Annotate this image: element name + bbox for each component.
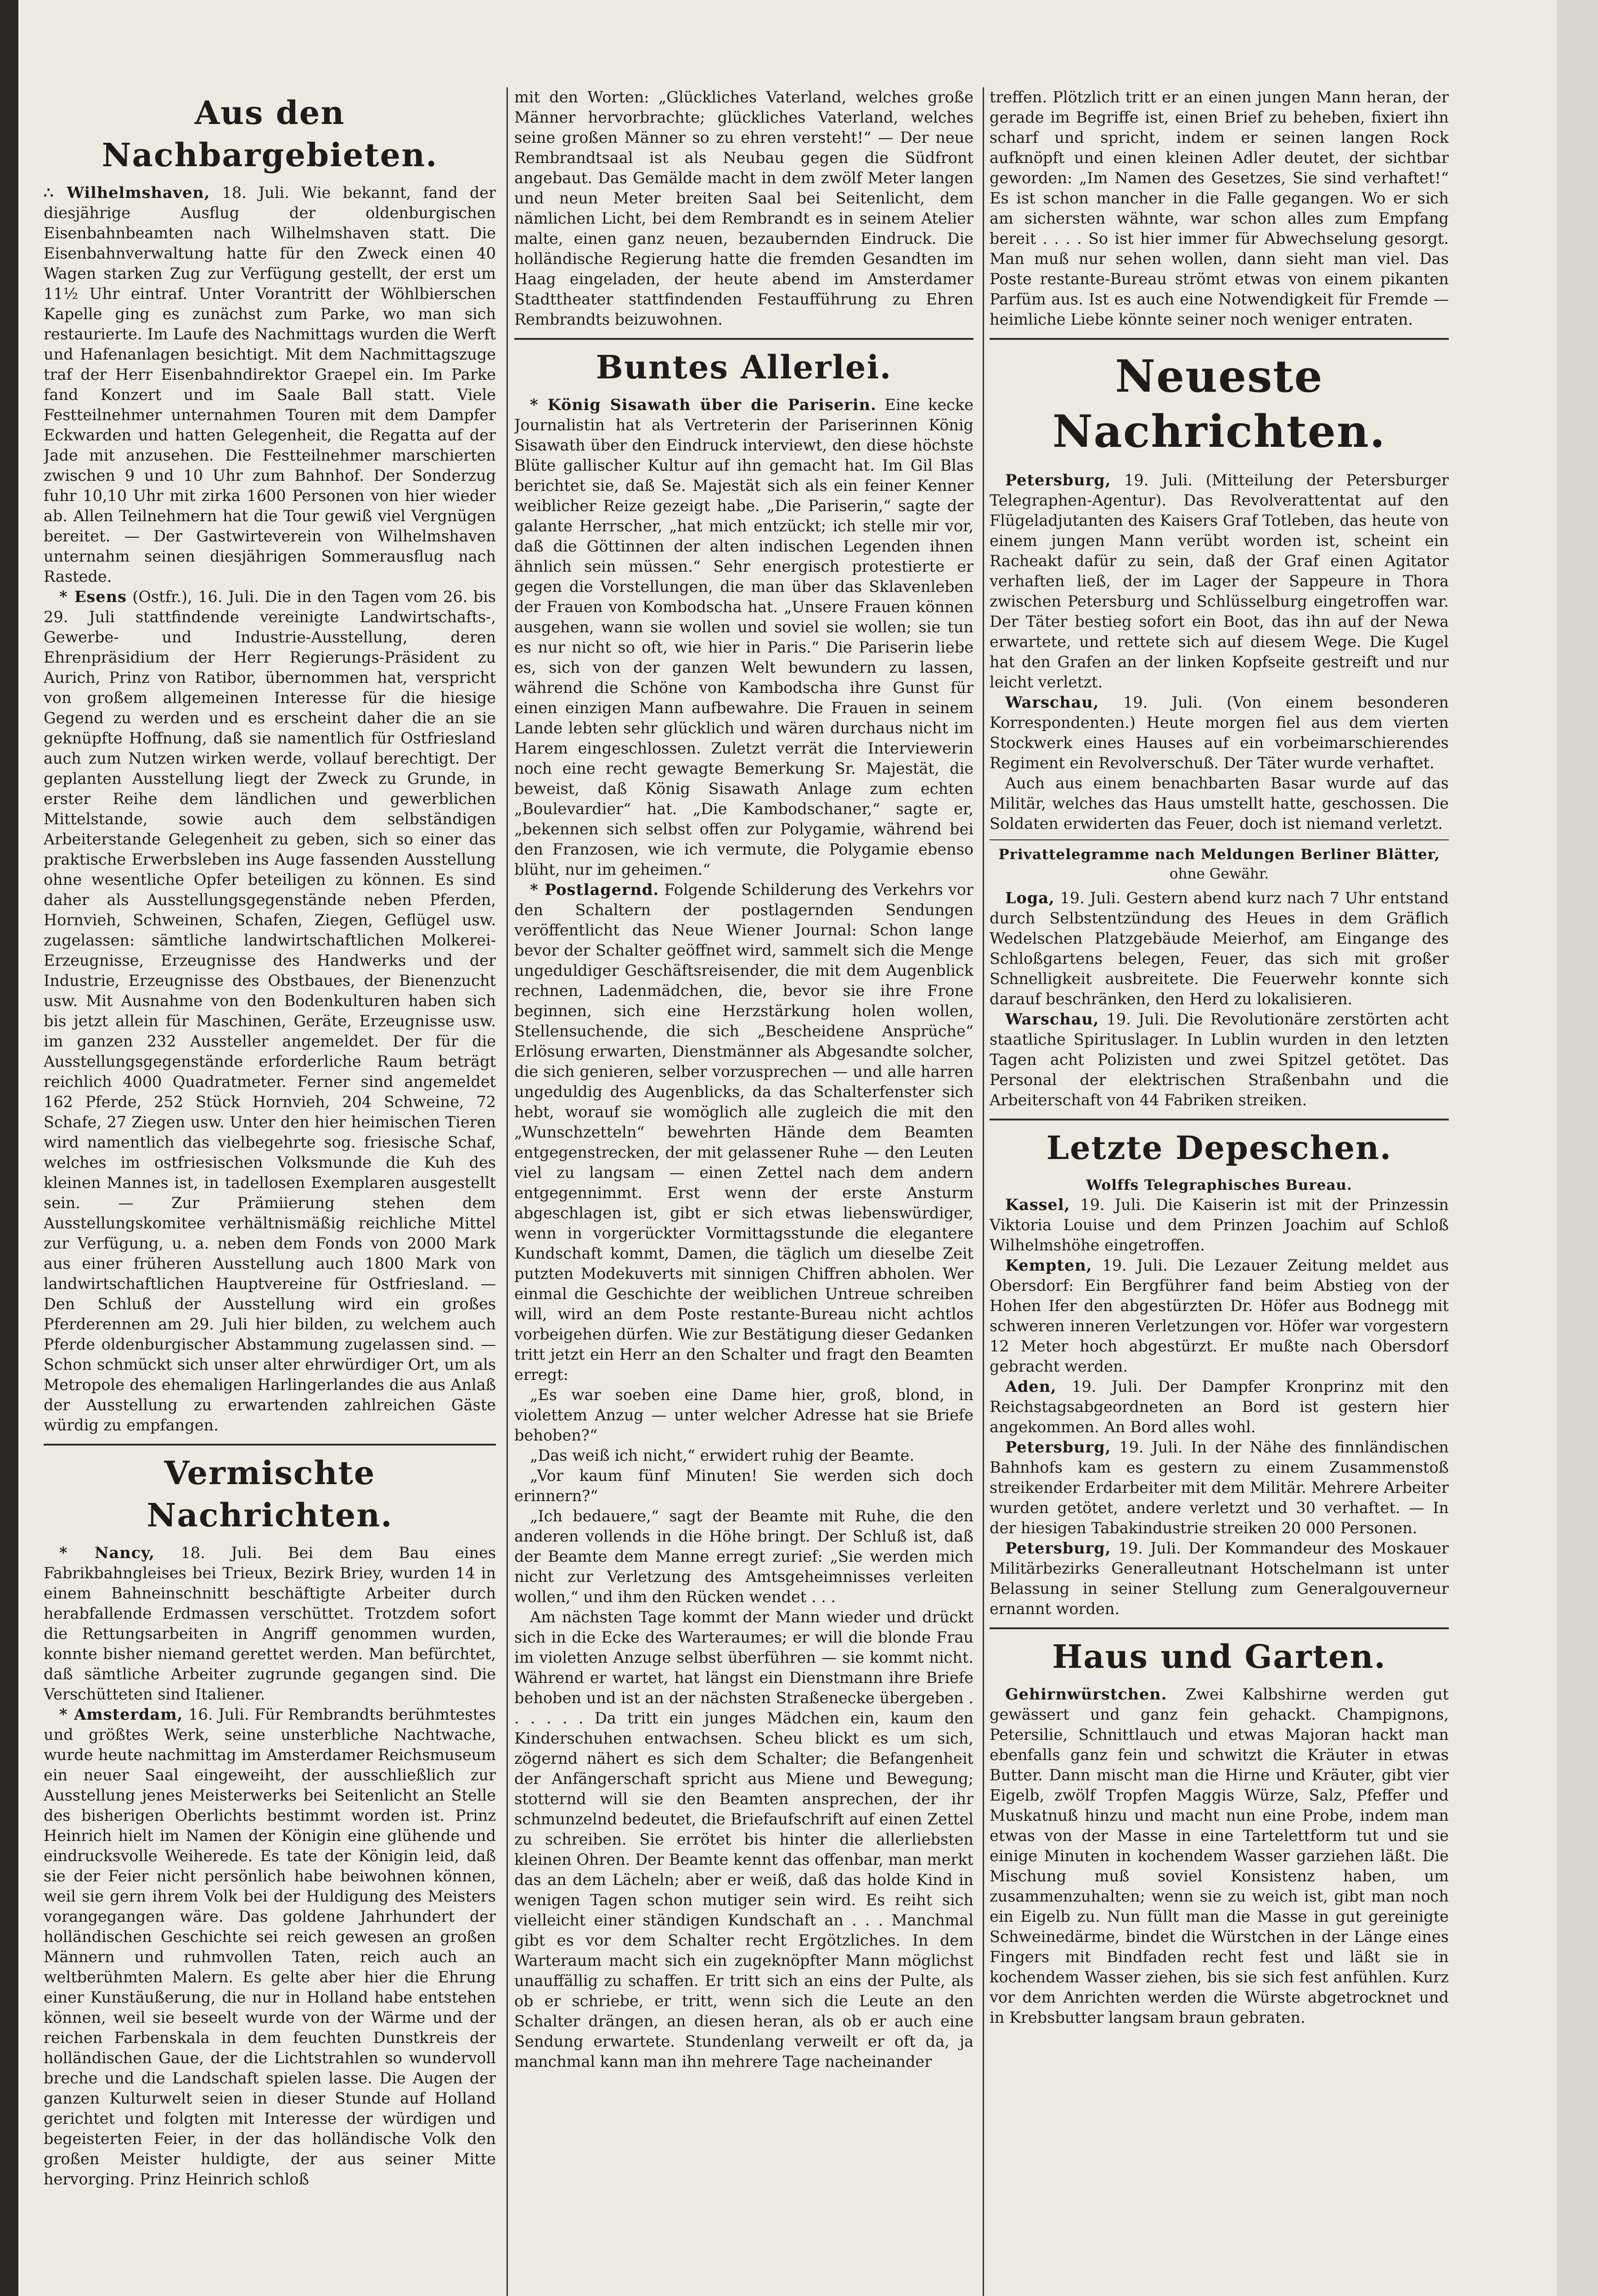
column-3 [990, 87, 1449, 2296]
article-nancy [44, 1543, 496, 1705]
section-divider [44, 1444, 496, 1446]
section-title-nachbargebiete: Aus den Nachbargebieten. [101, 94, 438, 174]
article-lead: Loga, [1005, 889, 1055, 907]
column-rule [983, 87, 984, 2296]
article-lead: Gehirnwürstchen. [1005, 1685, 1167, 1703]
privattelegramme-note: ohne Gewähr. [1169, 866, 1269, 882]
article-lead: ∴ Wilhelmshaven, [44, 184, 210, 202]
article-text: 19. Juli. Der Dampfer Kronprinz mit den Reichstagsabgeordneten an Bord ist gestern hier angekommen. An Bord alles wohl. [990, 1378, 1449, 1436]
column-1 [44, 87, 496, 2296]
section-divider [990, 338, 1449, 340]
article-text: 19. Juli. Die Kaiserin ist mit der Prinzessin Viktoria Louise und dem Prinzen Joachim auf Schloß Wilhelmshöhe eingetroffen. [990, 1196, 1449, 1254]
article-lead: Kassel, [1005, 1196, 1070, 1214]
article-paragraph: „Ich bedauere,“ sagt der Beamte mit Ruhe, die den anderen vollends in die Höhe bringt. Der Schluß ist, daß der Beamte dem Manne erregt zurief: „Sie werden mich nicht zur Verletzung des Amtsgeheimnisses verleiten wollen,“ und ihm den Rücken wendet . . . [514, 1507, 973, 1606]
column-rule [506, 87, 508, 2296]
news-petersburg-2 [990, 1437, 1449, 1538]
section-divider [514, 338, 973, 340]
news-warschau [990, 692, 1449, 773]
article-text: 19. Juli. Die Revolutionäre zerstörten acht staatliche Spirituslager. In Lublin wurden in den letzten Tagen acht Polizisten und zwei Spitzel getötet. Das Personal der elektrischen Straßenbahn und die Arbeiterschaft von 44 Fabriken streiken. [990, 1010, 1449, 1109]
section-title-letzte-depeschen: Letzte Depeschen. [1046, 1129, 1392, 1167]
section-divider [990, 839, 1449, 840]
news-warschau-2 [990, 1009, 1449, 1110]
article-lead: Warschau, [1005, 1010, 1099, 1028]
article-paragraph: „Es war soeben eine Dame hier, groß, blond, in violettem Anzug — unter welcher Adresse hat sie Briefe behoben?“ [514, 1386, 973, 1444]
article-text: 19. Juli. (Mitteilung der Petersburger Telegraphen-Agentur). Das Revolverattentat auf den Flügeladjutanten des Kaisers Graf Totleben, das heute von einem jungen Mann verübt worden ist, scheint ein Racheakt dafür zu sein, daß der Graf einen Agitator verhaften ließ, der im Lager der Sappeure in Thora zwischen Petersburg und Schlüsselburg eingetroffen war. Der Täter bestieg sofort ein Boot, das ihn auf der Newa erwartete, und rettete sich auf diesem Wege. Die Kugel hat den Grafen an der linken Kopfseite gestreift und nur leicht verletzt. [990, 471, 1449, 691]
article-lead: Aden, [1005, 1378, 1057, 1396]
article-lead: * Postlagernd. [530, 881, 659, 899]
article-text: (Ostfr.), 16. Juli. Die in den Tagen vom 26. bis 29. Juli stattfindende vereinigte Landwirtschafts-, Gewerbe- und Industrie-Ausstellung, deren Ehrenpräsidium der Herr Regierungs-Präsident zu Aurich, Prinz von Ratibor, übernommen hat, verspricht von großem allgemeinen Interesse für die hiesige Gegend zu werden und es erscheint daher die an sie geknüpfte Hoffnung, daß sie namentlich für Ostfriesland auch zum Nutzen wirken werde, vollauf berechtigt. Der geplanten Ausstellung liegt der Zweck zu Grunde, in erster Reihe dem ländlichen und gewerblichen Mittelstande, sowie auch dem selbständigen Arbeiterstande Gelegenheit zu geben, sich so einer das praktische Erwerbsleben ins Auge fassenden Ausstellung ohne wesentliche Opfer beteiligen zu können. Es sind daher als Ausstellungsgegenstände neben Pferden, Hornvieh, Schweinen, Schafen, Ziegen, Geflügel usw. zugelassen: sämtliche landwirtschaftlichen Molkerei-Erzeugnisse, Erzeugnisse des Handwerks und der Industrie, Erzeugnisse des Obstbaues, der Bienenzucht usw. Mit Ausnahme von den Bodenkulturen haben sich bis jetzt allein für Maschinen, Geräte, Erzeugnisse usw. im ganzen 232 Aussteller angemeldet. Der für die Ausstellungsgegenstände erforderliche Raum beträgt reichlich 4000 Quadratmeter. Ferner sind angemeldet 162 Pferde, 252 Stück Hornvieh, 204 Schweine, 72 Schafe, 27 Ziegen usw. Unter den hier heimischen Tieren wird namentlich das vielbegehrte sog. friesische Schaf, welches im ostfriesischen Volksmunde die Kuh des kleinen Mannes ist, in tadellosen Exemplaren ausgestellt sein. — Zur Prämiierung stehen dem Ausstellungskomitee verhältnismäßig reichliche Mittel zur Verfügung, u. a. neben dem Fonds von 2000 Mark aus einer früheren Ausstellung auch 1800 Mark von landwirtschaftlichen Hauptvereine für Ostfriesland. — Den Schluß der Ausstellung wird ein großes Pferderennen am 29. Juli hier bilden, zu welchem auch Pferde oldenburgischer Abstammung zugelassen sind. — Schon schmückt sich unser alter ehrwürdiger Ort, um als Metropole des ehemaligen Harlingerlandes die aus Anlaß der Ausstellung zu erwartenden zahlreichen Gäste würdig zu empfangen. [44, 588, 496, 1434]
article-text: 19. Juli. In der Nähe des finnländischen Bahnhofs kam es gestern zu einem Zusammenstoß streikender Erdarbeiter mit dem Militär. Mehrere Arbeiter wurden getötet, andere verletzt und 30 verhaftet. — In der hiesigen Tabakindustrie streiken 20 000 Personen. [990, 1438, 1449, 1537]
article-text: 18. Juli. Bei dem Bau eines Fabrikbahngleises bei Trieux, Bezirk Briey, wurden 14 in einem Bahneinschnitt beschäftigte Arbeiter durch herabfallende Erdmassen verschüttet. Trotzdem sofort die Rettungsarbeiten in Angriff genommen wurden, konnte bisher niemand gerettet werden. Man befürchtet, daß sämtliche Arbeiter zugrunde gegangen sind. Die Verschütteten sind Italiener. [44, 1544, 496, 1703]
section-title-buntes: Buntes Allerlei. [596, 348, 892, 386]
article-lead: Petersburg, [1005, 1438, 1111, 1456]
article-lead: Petersburg, [1005, 471, 1111, 489]
news-kassel [990, 1195, 1449, 1255]
article-lead: Petersburg, [1005, 1539, 1111, 1557]
article-text: 19. Juli. Gestern abend kurz nach 7 Uhr entstand durch Selbstentzündung des Heues in dem Gräflich Wedelschen Platzgebäude Meierhof, am Eingange des Schloßgartens belegen, Feuer, das sich mit großer Schnelligkeit ausbreitete. Die Feuerwehr konnte sich darauf beschränken, den Herd zu lokalisieren. [990, 889, 1449, 1008]
news-petersburg-3 [990, 1538, 1449, 1619]
article-amsterdam [44, 1705, 496, 2189]
article-sisawath [514, 395, 973, 880]
section-divider [990, 1627, 1449, 1629]
section-divider [990, 1119, 1449, 1120]
article-text: 19. Juli. Der Kommandeur des Moskauer Militärbezirks Generalleutnant Hotschelmann ist unter Belassung in seiner Stellung zum Generalgouverneur ernannt worden. [990, 1539, 1449, 1618]
recipe-gehirnwuerstchen [990, 1684, 1449, 2028]
article-amsterdam-continued: mit den Worten: „Glückliches Vaterland, welches große Männer hervorbrachte; glückliches Vaterland, welches seine großen Männer so zu ehren versteht!“ — Der neue Rembrandtsaal ist als Neubau gegen die Südfront angebaut. Das Gemälde macht in dem zwölf Meter langen und neun Meter breiten Saal bei Seitenlicht, dem nämlichen Licht, bei dem Rembrandt es in seinem Atelier malte, einen ganz neuen, bezaubernden Eindruck. Die holländische Regierung hatte die fremden Gesandten im Haag eingeladen, der heute abend im Amsterdamer Stadttheater stattfindenden Festaufführung zu Ehren Rembrandts beizuwohnen. [514, 88, 973, 328]
section-title-neueste: Neueste Nachrichten. [1052, 350, 1386, 457]
page-margin [1557, 0, 1598, 2296]
news-paragraph: Auch aus einem benachbarten Basar wurde auf das Militär, welches das Haus umstellt hatte, geschossen. Die Soldaten erwiderten das Feuer, doch ist niemand verletzt. [990, 774, 1449, 833]
section-title-vermischte: Vermischte Nachrichten. [146, 1454, 393, 1534]
news-loga [990, 888, 1449, 1009]
article-lead: * König Sisawath über die Pariserin. [530, 396, 877, 414]
article-lead: * Amsterdam, [59, 1705, 183, 1723]
news-kempten [990, 1255, 1449, 1377]
column-2 [514, 87, 973, 2296]
article-lead: Warschau, [1005, 693, 1099, 711]
article-text: Zwei Kalbshirne werden gut gewässert und ganz fein gehackt. Champignons, Petersilie, Schnittlauch und etwas Majoran hackt man ebenfalls ganz fein und schwitzt die Kräuter in etwas Butter. Dann mischt man die Hirne und Kräuter, gibt vier Eigelb, zwölf Tropfen Maggis Würze, Salz, Pfeffer und Muskatnuß hinzu und macht nun eine Probe, indem man etwas von der Masse in eine Tartelettform tut und sie einige Minuten in kochendem Wasser garziehen läßt. Die Mischung muß soviel Konsistenz haben, um zusammenzuhalten; wenn sie zu weich ist, gibt man noch ein Eigelb zu. Nun füllt man die Masse in gut gereinigte Schweinedärme, bindet die Würstchen in der Länge eines Fingers mit Bindfaden recht fest und läßt sie in kochendem Wasser ziehen, bis sie sich fest anfühlen. Kurz vor dem Anrichten werden die Würste abgetrocknet und in Krebsbutter langsam braun gebraten. [990, 1685, 1449, 2026]
article-paragraph: „Vor kaum fünf Minuten! Sie werden sich doch erinnern?“ [514, 1467, 973, 1505]
news-petersburg [990, 470, 1449, 692]
article-lead: Kempten, [1005, 1256, 1092, 1274]
article-text: Folgende Schilderung des Verkehrs vor den Schaltern der postlagernden Sendungen veröffentlicht das Neue Wiener Journal: Schon lange bevor der Schalter geöffnet wird, sammelt sich die Menge ungeduldiger Geschäftsreisender, die mit dem Augenblick rechnen, Ladenmädchen, die, bevor sie ihre Frone beginnen, sich eine Herzstärkung holen wollen, Stellensuchende, die sich „Bescheidene Ansprüche“ Erlösung erwarten, Dienstmänner als Abgesandte solcher, die sich genieren, selber vorzusprechen — und alle harren ungeduldig des Augenblicks, da das Schalterfenster sich hebt, worauf sie womöglich alle zugleich die mit den „Wunschzetteln“ bewehrten Hände dem Beamten entgegenstrecken, der mit gelassener Ruhe — den Leuten viel zu langsam — einen Zettel nach dem andern entgegennimmt. Erst wenn der erste Ansturm abgeschlagen ist, gibt er sich etwas liebenswürdiger, wenn in vorgerückter Vormittagsstunde die elegantere Kundschaft kommt, Damen, die täglich um dieselbe Zeit putzten Modekuverts mit sinnigen Chiffren abholen. Wer einmal die Geschichte der weiblichen Untreue schreiben will, wird an dem Poste restante-Bureau nicht achtlos vorbeigehen dürfen. Wie zur Bestätigung dieser Gedanken tritt jetzt ein Herr an den Schalter und fragt den Beamten erregt: [514, 881, 973, 1384]
article-lead: * Esens [59, 588, 127, 606]
article-text: 19. Juli. (Von einem besonderen Korrespondenten.) Heute morgen fiel aus dem vierten Stockwerk eines Hauses auf ein vorbeimarschierendes Regiment ein Revolverschuß. Der Täter wurde verhaftet. [990, 693, 1449, 772]
section-title-haus-garten: Haus und Garten. [1052, 1638, 1386, 1676]
article-esens [44, 587, 496, 1435]
article-paragraph: Am nächsten Tage kommt der Mann wieder und drückt sich in die Ecke des Warteraumes; er will die blonde Frau im violetten Anzuge selbst überführen — sie kommt nicht. Während er wartet, hat längst ein Dienstmann ihre Briefe behoben und ist an der nächsten Straßenecke übergeben . . . . . . Da tritt ein junges Mädchen ein, kaum den Kinderschuhen entwachsen. Scheu blickt es um sich, zögernd nähert es sich dem Schalter; die Befangenheit der Anfängerschaft spricht aus Miene und Bewegung; stotternd will sie den Beamten ansprechen, der ihr schmunzelnd bedeutet, die Briefaufschrift auf einen Zettel zu schreiben. Sie errötet bis hinter die allerliebsten kleinen Ohren. Der Beamte kennt das offenbar, man merkt das an dem Lächeln; aber er weiß, daß das holde Kind in wenigen Tagen schon mutiger sein wird. Es reiht sich vielleicht einer ständigen Kundschaft an . . . Manchmal gibt es vor dem Schalter recht Ergötzliches. In dem Warteraum macht sich ein zugeknöpfter Mann möglichst unauffällig zu schaffen. Er tritt sich an eins der Pulte, als ob er schriebe, er tritt, wenn sich die Leute an den Schalter drängen, an diesen heran, als ob er auch eine Sendung erwartete. Stundenlang verweilt er oft da, ja manchmal kann man ihn mehrere Tage nacheinander [514, 1608, 973, 2071]
article-lead: * Nancy, [59, 1544, 155, 1562]
article-text: Eine kecke Journalistin hat als Vertreterin der Pariserinnen König Sisawath über den Eindruck interviewt, den diese höchste Blüte gallischer Kultur auf ihn gemacht hat. Im Gil Blas berichtet sie, daß Se. Majestät sich als ein feiner Kenner weiblicher Reize gezeigt habe. „Die Pariserin,“ sagte der galante Herrscher, „hat mich entzückt; ich stelle mir vor, daß die Göttinnen der alten indischen Legenden ihnen ähnlich sein müssen.“ Sehr energisch protestierte er gegen die Vorstellungen, die man über das Sklavenleben der Frauen von Kombodscha hat. „Unsere Frauen können ausgehen, wann sie wollen und soviel sie wollen; sie tun es nur nicht so oft, wie hier in Paris.“ Die Pariserin liebe es, sich von der ganzen Welt bewundern zu lassen, während die Schöne von Kambodscha ihre Gunst für einen einzigen Mann aufbewahre. Die Frauen in seinem Lande lebten sehr glücklich und wären durchaus nicht im Harem eingeschlossen. Zuletzt verrät die Interviewerin noch eine recht gewagte Bemerkung Sr. Majestät, die beweist, daß König Sisawath Anlage zum echten „Boulevardier“ hat. „Die Kambodschaner,“ sagte er, „bekennen sich selbst offen zur Polygamie, während bei den Franzosen, wie ich vermute, die Polygamie ebenso blüht, nur im geheimen.“ [514, 396, 973, 878]
privattelegramme-heading: Privattelegramme nach Meldungen Berliner Blätter, [998, 846, 1440, 863]
article-text: 19. Juli. Die Lezauer Zeitung meldet aus Obersdorf: Ein Bergführer fand beim Abstieg von der Hohen Ifer den abgestürzten Dr. Höfer aus Bodnegg mit schweren inneren Verletzungen vor. Höfer war vorgestern 12 Meter hoch abgestürzt. Er mußte nach Obersdorf gebracht werden. [990, 1256, 1449, 1375]
binding-edge [0, 0, 18, 2296]
article-wilhelmshaven [44, 183, 496, 587]
news-aden [990, 1377, 1449, 1437]
article-postlagernd [514, 880, 973, 1385]
article-text: 16. Juli. Für Rembrandts berühmtestes und größtes Werk, seine unsterbliche Nachtwache, wurde heute nachmittag im Amsterdamer Reichsmuseum ein neuer Saal eingeweiht, der ausschließlich zur Ausstellung jenes Meisterwerks bei Seitenlicht an Stelle des bisherigen Oberlichts bestimmt worden ist. Prinz Heinrich hielt im Namen der Königin eine glühende und eindrucksvolle Weiherede. Es tate der Königin leid, daß sie der Feier nicht persönlich habe beiwohnen können, weil sie gern ihrem Volk bei der Huldigung des Meisters vorangegangen wäre. Das goldene Jahrhundert der holländischen Geschichte sei reich gewesen an großen Männern und ruhmvollen Taten, reich auch an weltberühmten Malern. Es gelte aber hier die Ehrung einer Kunstäußerung, die nur in Holland habe entstehen können, weil sie beseelt wurde von der Wärme und der reichen Farbenskala in dem feuchten Dunstkreis der holländischen Gaue, der die Lichtstrahlen so wundervoll breche und die Landschaft spielen lasse. Die Augen der ganzen Kulturwelt seien in dieser Stunde auf Holland gerichtet und folgten mit Interesse der würdigen und begeisterten Feier, in der das holländische Volk den großen Meister huldigte, der aus seiner Mitte hervorging. Prinz Heinrich schloß [44, 1705, 496, 2188]
article-postlagernd-continued: treffen. Plötzlich tritt er an einen jungen Mann heran, der gerade im Begriffe ist, einen Brief zu beheben, fixiert ihn scharf und spricht, indem er seinen langen Rock aufknöpft und einen kleinen Adler deutet, der sichtbar geworden: „Im Namen des Gesetzes, Sie sind verhaftet!“ Es ist schon mancher in die Falle gegangen. Wo er sich am sichersten wähnte, war schon alles zum Empfang bereit . . . . So ist hier immer für Abwechselung gesorgt. Man muß nur sehen wollen, dann sieht man viel. Das Poste restante-Bureau strömt etwas von einem pikanten Parfüm aus. Ist es auch eine Notwendigkeit für Fremde — heimliche Liebe könnte seiner noch weniger entraten. [990, 88, 1449, 328]
wolff-bureau-heading: Wolffs Telegraphisches Bureau. [1086, 1177, 1352, 1193]
article-paragraph: „Das weiß ich nicht,“ erwidert ruhig der Beamte. [530, 1446, 915, 1464]
article-text: 18. Juli. Wie bekannt, fand der diesjährige Ausflug der oldenburgischen Eisenbahnbeamten nach Wilhelmshaven statt. Die Eisenbahnverwaltung hatte für den Zweck einen 40 Wagen starken Zug zur Verfügung gestellt, der erst um 11½ Uhr eintraf. Unter Vorantritt der Wöhlbierschen Kapelle ging es zunächst zum Parke, wo man sich restaurierte. Im Laufe des Nachmittags wurden die Werft und Hafenanlagen besichtigt. Mit dem Nachmittagszuge traf der Herr Eisenbahndirektor Graepel ein. Im Parke fand Konzert und im Saale Ball statt. Viele Festteilnehmer unternahmen Touren mit dem Dampfer Eckwarden und hatten Gelegenheit, die Regatta auf der Jade mit anzusehen. Die Festteilnehmer marschierten zwischen 9 und 10 Uhr zum Bahnhof. Der Sonderzug fuhr 10,10 Uhr mit zirka 1600 Personen von hier wieder ab. Allen Teilnehmern hat die Tour gewiß viel Vergnügen bereitet. — Der Gastwirteverein von Wilhelmshaven unternahm seinen diesjährigen Sommerausflug nach Rastede. [44, 184, 496, 585]
